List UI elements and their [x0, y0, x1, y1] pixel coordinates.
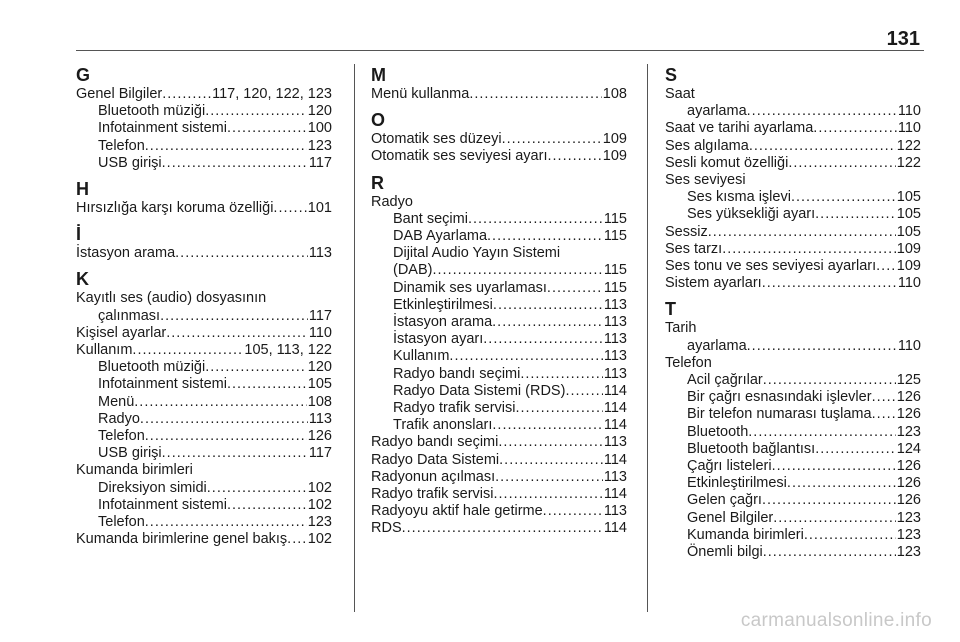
index-heading: Tarih — [665, 320, 697, 337]
entry-page-numbers: 109 — [602, 148, 627, 165]
dot-leader — [749, 138, 896, 155]
entry-term: Radyo — [98, 410, 140, 427]
dot-leader — [502, 131, 602, 148]
entry-term: Bluetooth müziği — [98, 103, 206, 120]
index-entry — [76, 86, 332, 103]
dot-leader — [747, 338, 897, 355]
index-entry — [665, 224, 921, 241]
dot-leader — [487, 228, 603, 245]
entry-term: Bluetooth bağlantısı — [687, 440, 816, 457]
entry-page-numbers: 124 — [896, 440, 921, 457]
entry-term: Radyo bandı seçimi — [371, 434, 499, 451]
entry-page-numbers: 105 — [896, 223, 921, 240]
entry-page-numbers: 117, 120, 122, 123 — [212, 86, 332, 102]
dot-leader — [160, 308, 308, 325]
index-entry — [76, 480, 332, 497]
dot-leader — [162, 155, 308, 172]
entry-page-numbers: 108 — [307, 393, 332, 410]
watermark: carmanualsonline.info — [740, 610, 932, 631]
index-entry — [665, 155, 921, 172]
index-entry — [76, 531, 332, 548]
index-heading: Ses seviyesi — [665, 172, 746, 189]
index-entry — [76, 342, 332, 359]
entry-page-numbers: 123 — [307, 514, 332, 531]
dot-leader — [762, 275, 897, 292]
entry-term: Radyo Data Sistemi (RDS) — [393, 382, 566, 399]
index-entry — [665, 389, 921, 406]
index-heading: Dijital Audio Yayın Sistemi — [393, 245, 561, 262]
entry-term: Gelen çağrı — [687, 492, 762, 509]
entry-term: Ses yüksekliği ayarı — [687, 206, 816, 223]
index-entry — [76, 120, 332, 137]
index-column-2 — [371, 66, 627, 538]
entry-page-numbers: 113 — [603, 314, 627, 331]
dot-leader — [543, 503, 603, 520]
entry-page-numbers: 115 — [603, 262, 627, 279]
entry-page-numbers: 108 — [602, 86, 627, 102]
entry-term: Ses algılama — [665, 137, 749, 154]
dot-leader — [763, 544, 896, 561]
index-entry — [665, 275, 921, 292]
entry-page-numbers: 122 — [896, 137, 921, 154]
entry-term: Infotainment sistemi — [98, 120, 227, 137]
entry-term: Bir çağrı esnasındaki işlevler — [687, 389, 872, 406]
dot-leader — [287, 531, 307, 548]
index-section — [371, 174, 627, 538]
entry-page-numbers: 102 — [307, 496, 332, 513]
index-entry — [665, 206, 921, 223]
entry-page-numbers: 115 — [603, 279, 627, 296]
entry-page-numbers: 126 — [896, 389, 921, 406]
index-entry — [76, 103, 332, 120]
entry-term: Önemli bilgi — [687, 544, 763, 561]
dot-leader — [872, 389, 896, 406]
entry-term: Radyoyu aktif hale getirme — [371, 503, 543, 520]
entry-term: RDS — [371, 520, 402, 537]
dot-leader — [492, 314, 603, 331]
index-heading: Kayıtlı ses (audio) dosyasının — [76, 290, 267, 307]
index-heading: Telefon — [665, 354, 712, 371]
entry-page-numbers: 110 — [897, 337, 921, 354]
index-entry — [76, 308, 332, 325]
index-entry — [76, 497, 332, 514]
entry-term: Kullanım — [393, 348, 450, 365]
entry-page-numbers: 110 — [308, 324, 332, 341]
index-entry — [76, 445, 332, 462]
index-entry — [76, 428, 332, 445]
entry-term: İstasyon arama — [76, 245, 176, 262]
dot-leader — [145, 428, 307, 445]
entry-page-numbers: 105 — [896, 206, 921, 223]
entry-page-numbers: 113 — [603, 331, 627, 348]
index-entry — [371, 211, 627, 228]
entry-term: Bluetooth — [687, 423, 749, 440]
dot-leader — [132, 342, 243, 359]
entry-term: Otomatik ses seviyesi ayarı — [371, 148, 548, 165]
index-entry — [371, 486, 627, 503]
entry-term: Acil çağrılar — [687, 372, 763, 389]
index-heading: Kumanda birimleri — [76, 462, 193, 479]
index-entry — [76, 200, 332, 217]
index-entry — [665, 372, 921, 389]
entry-term: Menü kullanma — [371, 86, 470, 102]
dot-leader — [227, 497, 307, 514]
dot-leader — [498, 434, 603, 451]
index-entry — [76, 359, 332, 376]
section-letter: O — [371, 110, 386, 131]
entry-term: Otomatik ses düzeyi — [371, 131, 502, 148]
index-entry — [371, 400, 627, 417]
dot-leader — [547, 148, 601, 165]
index-section — [371, 111, 627, 165]
entry-page-numbers: 110 — [897, 120, 921, 137]
dot-leader — [791, 189, 896, 206]
entry-page-numbers: 125 — [896, 372, 921, 389]
index-heading: Saat — [665, 86, 695, 102]
entry-page-numbers: 115 — [603, 210, 627, 227]
section-letter: K — [76, 269, 89, 290]
index-entry — [665, 475, 921, 492]
entry-term: ayarlama — [687, 103, 747, 120]
entry-page-numbers: 126 — [896, 458, 921, 475]
entry-page-numbers: 123 — [896, 544, 921, 561]
dot-leader — [166, 325, 308, 342]
index-entry — [665, 241, 921, 258]
entry-page-numbers: 109 — [896, 240, 921, 257]
entry-page-numbers: 109 — [896, 258, 921, 275]
entry-term: Kullanım — [76, 342, 133, 359]
dot-leader — [787, 475, 896, 492]
entry-page-numbers: 105 — [896, 189, 921, 206]
dot-leader — [492, 417, 602, 434]
dot-leader — [140, 411, 308, 428]
dot-leader — [499, 452, 603, 469]
entry-term: Radyo trafik servisi — [393, 400, 516, 417]
dot-leader — [708, 224, 896, 241]
entry-page-numbers: 113 — [308, 410, 332, 427]
index-entry — [371, 469, 627, 486]
entry-term: Etkinleştirilmesi — [687, 475, 787, 492]
index-section — [76, 270, 332, 548]
entry-page-numbers: 122 — [896, 154, 921, 171]
entry-page-numbers: 102 — [307, 531, 332, 548]
entry-page-numbers: 110 — [897, 103, 921, 120]
index-entry — [665, 189, 921, 206]
dot-leader — [145, 514, 307, 531]
entry-page-numbers: 123 — [896, 423, 921, 440]
dot-leader — [520, 366, 603, 383]
index-entry — [371, 366, 627, 383]
dot-leader — [205, 103, 307, 120]
entry-term: Radyonun açılması — [371, 468, 496, 485]
entry-term: çalınması — [98, 307, 161, 324]
entry-page-numbers: 113 — [603, 503, 627, 520]
entry-page-numbers: 109 — [602, 131, 627, 148]
entry-page-numbers: 105, 113, 122 — [244, 342, 332, 359]
dot-leader — [175, 245, 308, 262]
entry-page-numbers: 115 — [603, 228, 627, 245]
entry-term: Kumanda birimlerine genel bakış — [76, 531, 288, 548]
entry-page-numbers: 117 — [308, 307, 332, 324]
index-entry — [371, 297, 627, 314]
column-divider — [647, 64, 648, 612]
entry-page-numbers: 126 — [896, 492, 921, 509]
dot-leader — [483, 331, 603, 348]
index-entry — [76, 138, 332, 155]
entry-page-numbers: 126 — [896, 475, 921, 492]
dot-leader — [872, 406, 896, 423]
entry-page-numbers: 113 — [603, 434, 627, 451]
entry-term: USB girişi — [98, 445, 162, 462]
dot-leader — [565, 383, 602, 400]
entry-page-numbers: 120 — [307, 103, 332, 120]
dot-leader — [763, 372, 896, 389]
dot-leader — [773, 510, 896, 527]
entry-term: Genel Bilgiler — [687, 509, 774, 526]
entry-term: Kişisel ayarlar — [76, 324, 167, 341]
header-rule — [76, 50, 924, 51]
entry-page-numbers: 126 — [307, 428, 332, 445]
entry-page-numbers: 110 — [897, 275, 921, 292]
entry-term: Telefon — [98, 428, 145, 445]
entry-page-numbers: 102 — [307, 479, 332, 496]
index-entry — [665, 458, 921, 475]
entry-term: Infotainment sistemi — [98, 376, 227, 393]
entry-term: Bluetooth müziği — [98, 359, 206, 376]
dot-leader — [788, 155, 895, 172]
dot-leader — [432, 262, 602, 279]
section-letter: G — [76, 65, 91, 85]
page-number: 131 — [886, 28, 920, 50]
entry-page-numbers: 113 — [603, 365, 627, 382]
index-entry — [665, 120, 921, 137]
index-entry — [665, 527, 921, 544]
dot-leader — [402, 520, 603, 537]
entry-term: Direksiyon simidi — [98, 479, 207, 496]
dot-leader — [748, 424, 896, 441]
dot-leader — [813, 120, 897, 137]
entry-page-numbers: 123 — [307, 137, 332, 154]
dot-leader — [273, 200, 306, 217]
index-entry — [371, 348, 627, 365]
section-letter: R — [371, 172, 384, 193]
index-entry — [371, 331, 627, 348]
section-letter: S — [665, 65, 678, 85]
index-entry — [76, 245, 332, 262]
entry-term: Bant seçimi — [393, 210, 468, 227]
index-section — [371, 66, 627, 103]
dot-leader — [449, 348, 602, 365]
entry-term: Hırsızlığa karşı koruma özelliği — [76, 200, 274, 217]
entry-page-numbers: 113 — [603, 468, 627, 485]
index-entry — [371, 383, 627, 400]
dot-leader — [493, 297, 603, 314]
dot-leader — [772, 458, 896, 475]
entry-page-numbers: 113 — [308, 245, 332, 262]
entry-term: (DAB) — [393, 262, 433, 279]
entry-page-numbers: 117 — [308, 154, 332, 171]
dot-leader — [469, 86, 601, 103]
index-entry — [665, 138, 921, 155]
dot-leader — [468, 211, 603, 228]
column-divider — [354, 64, 355, 612]
dot-leader — [495, 469, 603, 486]
index-entry — [665, 258, 921, 275]
index-column-1 — [76, 66, 332, 548]
entry-term: Saat ve tarihi ayarlama — [665, 120, 814, 137]
entry-page-numbers: 114 — [603, 486, 627, 503]
entry-page-numbers: 105 — [307, 376, 332, 393]
index-entry — [371, 131, 627, 148]
index-entry — [371, 86, 627, 103]
dot-leader — [207, 480, 307, 497]
index-entry — [665, 103, 921, 120]
entry-page-numbers: 100 — [307, 120, 332, 137]
index-entry — [665, 544, 921, 561]
dot-leader — [227, 376, 307, 393]
dot-leader — [804, 527, 896, 544]
entry-term: Ses tarzı — [665, 240, 723, 257]
index-entry — [371, 228, 627, 245]
index-section — [665, 300, 921, 561]
dot-leader — [515, 400, 602, 417]
dot-leader — [547, 280, 603, 297]
entry-term: Radyo trafik servisi — [371, 486, 494, 503]
entry-term: Bir telefon numarası tuşlama — [687, 406, 872, 423]
index-entry — [665, 441, 921, 458]
index-entry — [76, 514, 332, 531]
entry-term: Etkinleştirilmesi — [393, 296, 493, 313]
index-entry — [76, 376, 332, 393]
index-entry — [665, 338, 921, 355]
index-entry — [76, 411, 332, 428]
entry-page-numbers: 114 — [603, 382, 627, 399]
entry-term: İstasyon ayarı — [393, 331, 484, 348]
entry-term: USB girişi — [98, 154, 162, 171]
entry-term: Dinamik ses uyarlaması — [393, 279, 547, 296]
entry-term: Sessiz — [665, 223, 708, 240]
index-section — [76, 180, 332, 217]
index-heading: Radyo — [371, 193, 413, 210]
index-entry — [371, 503, 627, 520]
entry-term: Ses kısma işlevi — [687, 189, 791, 206]
index-entry — [371, 280, 627, 297]
dot-leader — [747, 103, 897, 120]
section-letter: T — [665, 299, 676, 320]
index-entry — [371, 314, 627, 331]
index-entry — [76, 394, 332, 411]
entry-term: Kumanda birimleri — [687, 526, 804, 543]
entry-term: Menü — [98, 393, 135, 410]
entry-term: Radyo bandı seçimi — [393, 365, 521, 382]
dot-leader — [493, 486, 602, 503]
entry-page-numbers: 113 — [603, 348, 627, 365]
index-entry — [371, 452, 627, 469]
section-letter: M — [371, 65, 386, 85]
entry-term: ayarlama — [687, 337, 747, 354]
entry-page-numbers: 114 — [603, 520, 627, 537]
index-entry — [665, 424, 921, 441]
dot-leader — [722, 241, 896, 258]
index-entry — [665, 406, 921, 423]
index-entry — [371, 417, 627, 434]
entry-term: Telefon — [98, 137, 145, 154]
entry-term: Sesli komut özelliği — [665, 154, 789, 171]
entry-term: Genel Bilgiler — [76, 86, 163, 102]
section-letter: H — [76, 179, 89, 200]
entry-term: Ses tonu ve ses seviyesi ayarları — [665, 258, 877, 275]
entry-term: Sistem ayarları — [665, 275, 762, 292]
entry-page-numbers: 123 — [896, 509, 921, 526]
index-entry — [371, 434, 627, 451]
section-letter: İ — [76, 224, 82, 245]
index-section — [76, 66, 332, 172]
dot-leader — [815, 441, 896, 458]
index-entry — [665, 492, 921, 509]
entry-page-numbers: 126 — [896, 406, 921, 423]
dot-leader — [145, 138, 307, 155]
entry-page-numbers: 114 — [603, 451, 627, 468]
index-entry — [76, 155, 332, 172]
entry-page-numbers: 117 — [308, 445, 332, 462]
dot-leader — [162, 86, 211, 103]
entry-term: Trafik anonsları — [393, 417, 493, 434]
index-column-3 — [665, 66, 921, 561]
dot-leader — [762, 492, 896, 509]
dot-leader — [227, 120, 307, 137]
dot-leader — [162, 445, 308, 462]
index-section — [665, 66, 921, 292]
entry-page-numbers: 123 — [896, 526, 921, 543]
entry-term: Infotainment sistemi — [98, 496, 227, 513]
dot-leader — [205, 359, 307, 376]
entry-page-numbers: 114 — [603, 400, 627, 417]
index-entry — [665, 510, 921, 527]
dot-leader — [815, 206, 896, 223]
entry-page-numbers: 101 — [307, 200, 332, 217]
entry-page-numbers: 120 — [307, 359, 332, 376]
index-entry — [371, 520, 627, 537]
index-entry — [371, 148, 627, 165]
entry-term: Çağrı listeleri — [687, 458, 772, 475]
index-entry — [371, 262, 627, 279]
entry-term: İstasyon arama — [393, 314, 493, 331]
index-entry — [76, 325, 332, 342]
entry-term: Radyo Data Sistemi — [371, 451, 500, 468]
index-section — [76, 225, 332, 262]
dot-leader — [876, 258, 896, 275]
entry-page-numbers: 113 — [603, 296, 627, 313]
entry-term: Telefon — [98, 514, 145, 531]
entry-page-numbers: 114 — [603, 417, 627, 434]
entry-term: DAB Ayarlama — [393, 228, 488, 245]
dot-leader — [134, 394, 307, 411]
